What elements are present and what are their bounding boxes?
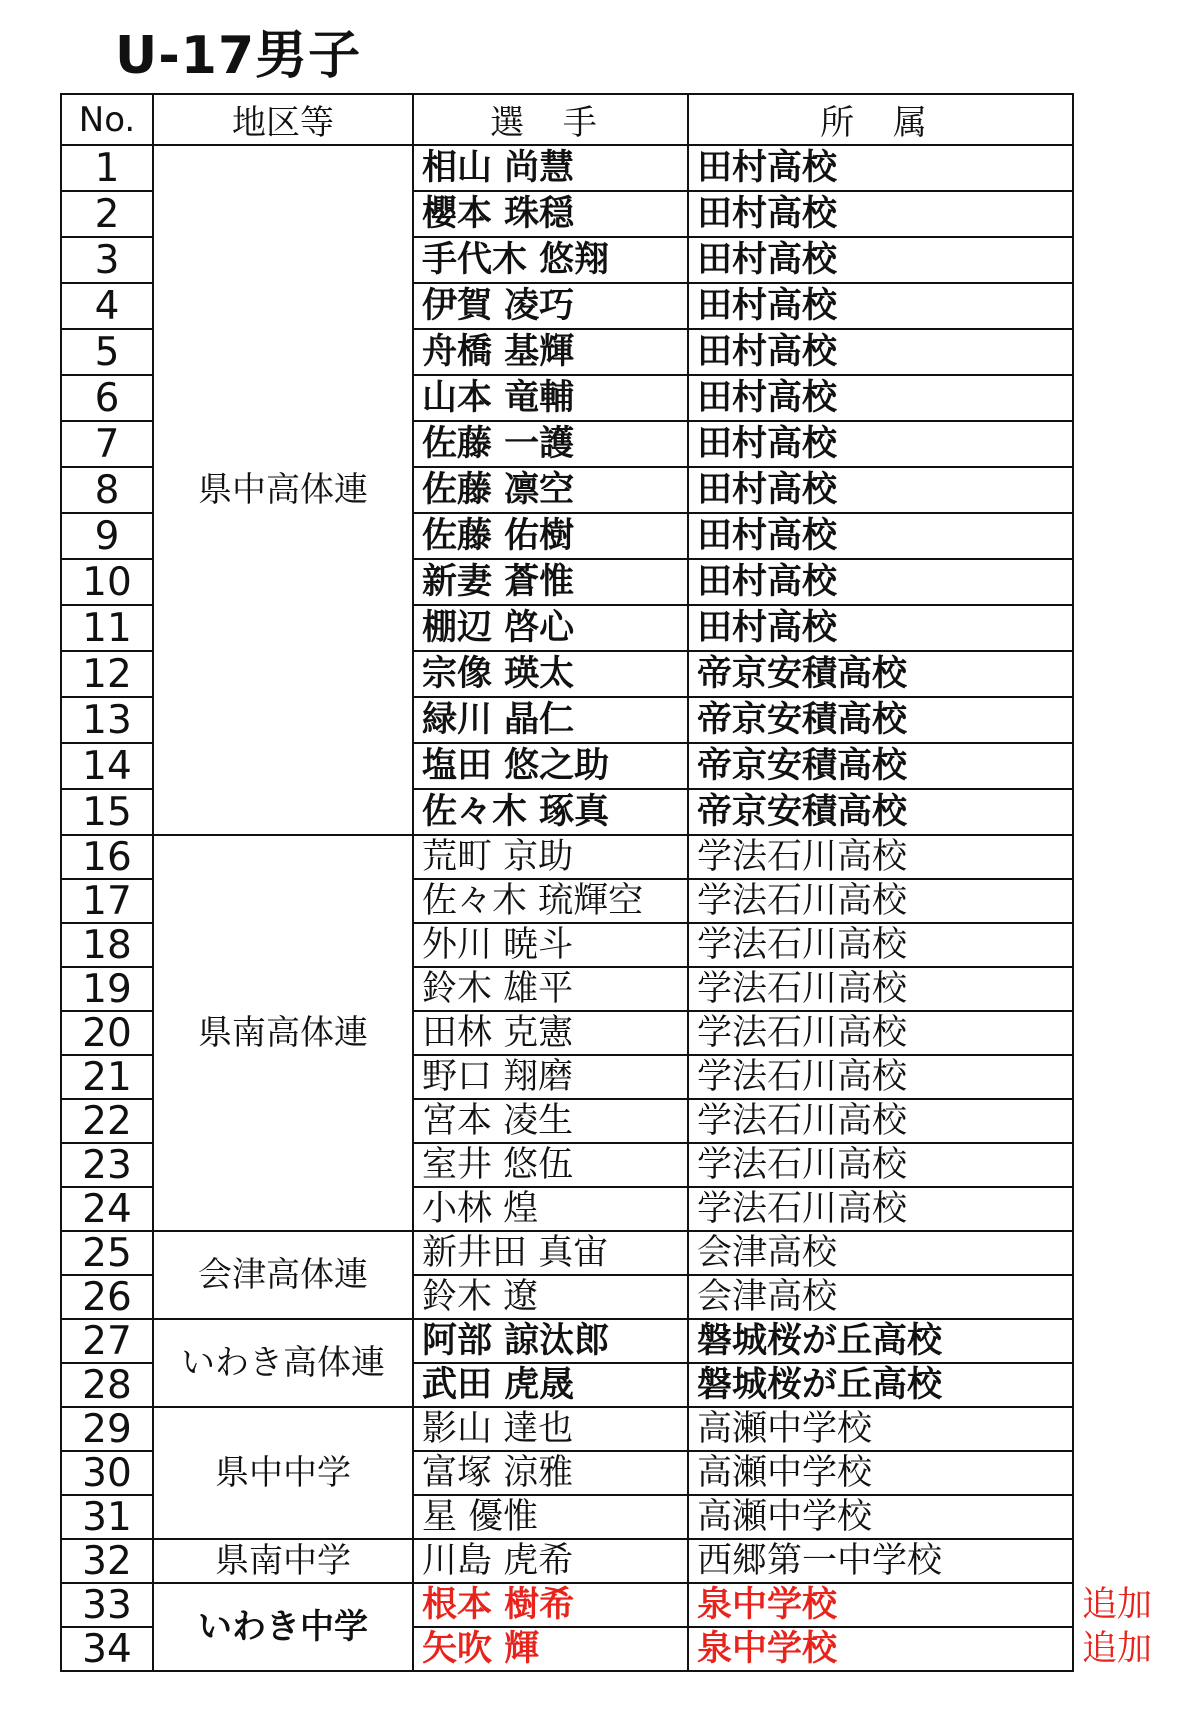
row-number: 33 [61,1583,153,1627]
row-number: 19 [61,967,153,1011]
row-number: 14 [61,743,153,789]
player-name: 佐々木 琉輝空 [413,879,688,923]
row-number: 22 [61,1099,153,1143]
player-name: 山本 竜輔 [413,375,688,421]
player-school: 田村高校 [688,237,1073,283]
column-header-player: 選 手 [413,94,688,145]
row-number: 28 [61,1363,153,1407]
player-name: 新妻 蒼惟 [413,559,688,605]
row-number: 6 [61,375,153,421]
region-cell: 県南中学 [153,1539,413,1583]
player-school: 田村高校 [688,421,1073,467]
player-name: 櫻本 珠穏 [413,191,688,237]
player-school: 田村高校 [688,329,1073,375]
player-name: 川島 虎希 [413,1539,688,1583]
player-school: 学法石川高校 [688,1099,1073,1143]
player-name: 鈴木 遼 [413,1275,688,1319]
player-school: 高瀬中学校 [688,1495,1073,1539]
table-row [61,1319,1073,1363]
player-school: 学法石川高校 [688,835,1073,879]
row-number: 12 [61,651,153,697]
row-number: 5 [61,329,153,375]
player-school: 田村高校 [688,605,1073,651]
table-row [61,1407,1073,1451]
player-school: 西郷第一中学校 [688,1539,1073,1583]
row-number: 23 [61,1143,153,1187]
row-number: 8 [61,467,153,513]
player-name: 田林 克憲 [413,1011,688,1055]
row-number: 13 [61,697,153,743]
row-number: 9 [61,513,153,559]
region-cell: 県中中学 [153,1407,413,1539]
player-name: 佐藤 一護 [413,421,688,467]
player-school: 高瀬中学校 [688,1407,1073,1451]
table-row [61,1231,1073,1275]
player-school: 学法石川高校 [688,1011,1073,1055]
player-school: 田村高校 [688,375,1073,421]
player-school: 帝京安積高校 [688,789,1073,835]
player-name: 相山 尚慧 [413,145,688,191]
player-school: 磐城桜が丘高校 [688,1363,1073,1407]
row-number: 25 [61,1231,153,1275]
player-school: 田村高校 [688,283,1073,329]
addition-note: 追加 [1082,1628,1153,1669]
table-row [61,835,1073,879]
player-school: 田村高校 [688,559,1073,605]
row-number: 11 [61,605,153,651]
player-name: 佐藤 凛空 [413,467,688,513]
column-header-no: No. [61,94,153,145]
player-name: 佐藤 佑樹 [413,513,688,559]
row-number: 24 [61,1187,153,1231]
player-name: 宮本 凌生 [413,1099,688,1143]
row-number: 29 [61,1407,153,1451]
player-school: 学法石川高校 [688,967,1073,1011]
player-name: 室井 悠伍 [413,1143,688,1187]
player-school: 会津高校 [688,1231,1073,1275]
player-school: 田村高校 [688,467,1073,513]
player-name: 影山 達也 [413,1407,688,1451]
row-number: 34 [61,1627,153,1671]
region-cell: 県南高体連 [153,835,413,1231]
player-name: 根本 樹希 [413,1583,688,1627]
player-school: 帝京安積高校 [688,697,1073,743]
player-name: 矢吹 輝 [413,1627,688,1671]
addition-note: 追加 [1082,1584,1153,1625]
region-cell: いわき高体連 [153,1319,413,1407]
table-row [61,145,1073,191]
player-name: 阿部 諒汰郎 [413,1319,688,1363]
row-number: 1 [61,145,153,191]
player-name: 棚辺 啓心 [413,605,688,651]
row-number: 20 [61,1011,153,1055]
player-school: 田村高校 [688,191,1073,237]
region-cell: 県中高体連 [153,145,413,835]
row-number: 21 [61,1055,153,1099]
player-name: 宗像 瑛太 [413,651,688,697]
row-number: 16 [61,835,153,879]
player-name: 野口 翔磨 [413,1055,688,1099]
player-name: 佐々木 琢真 [413,789,688,835]
player-school: 学法石川高校 [688,923,1073,967]
player-school: 学法石川高校 [688,1143,1073,1187]
player-school: 学法石川高校 [688,1055,1073,1099]
player-school: 帝京安積高校 [688,651,1073,697]
player-school: 学法石川高校 [688,1187,1073,1231]
row-number: 15 [61,789,153,835]
row-number: 27 [61,1319,153,1363]
player-school: 磐城桜が丘高校 [688,1319,1073,1363]
player-name: 小林 煌 [413,1187,688,1231]
header-row [61,94,1073,145]
table-row [61,1583,1073,1627]
player-name: 荒町 京助 [413,835,688,879]
player-name: 伊賀 凌巧 [413,283,688,329]
row-number: 26 [61,1275,153,1319]
player-school: 泉中学校 [688,1583,1073,1627]
region-cell: いわき中学 [153,1583,413,1671]
row-number: 31 [61,1495,153,1539]
column-header-region: 地区等 [153,94,413,145]
player-name: 緑川 晶仁 [413,697,688,743]
roster-table [60,93,1074,1672]
row-number: 3 [61,237,153,283]
table-row [61,1539,1073,1583]
player-name: 外川 暁斗 [413,923,688,967]
player-school: 高瀬中学校 [688,1451,1073,1495]
player-school: 会津高校 [688,1275,1073,1319]
row-number: 2 [61,191,153,237]
row-number: 7 [61,421,153,467]
player-name: 塩田 悠之助 [413,743,688,789]
player-school: 学法石川高校 [688,879,1073,923]
player-school: 田村高校 [688,145,1073,191]
column-header-affiliation: 所 属 [688,94,1073,145]
player-name: 鈴木 雄平 [413,967,688,1011]
player-school: 田村高校 [688,513,1073,559]
player-name: 新井田 真宙 [413,1231,688,1275]
page-title: U-17男子 [115,26,362,86]
row-number: 30 [61,1451,153,1495]
row-number: 32 [61,1539,153,1583]
player-school: 帝京安積高校 [688,743,1073,789]
player-name: 舟橋 基輝 [413,329,688,375]
row-number: 10 [61,559,153,605]
player-name: 富塚 涼雅 [413,1451,688,1495]
player-name: 武田 虎晟 [413,1363,688,1407]
player-name: 手代木 悠翔 [413,237,688,283]
region-cell: 会津高体連 [153,1231,413,1319]
row-number: 17 [61,879,153,923]
player-school: 泉中学校 [688,1627,1073,1671]
player-name: 星 優惟 [413,1495,688,1539]
row-number: 4 [61,283,153,329]
row-number: 18 [61,923,153,967]
